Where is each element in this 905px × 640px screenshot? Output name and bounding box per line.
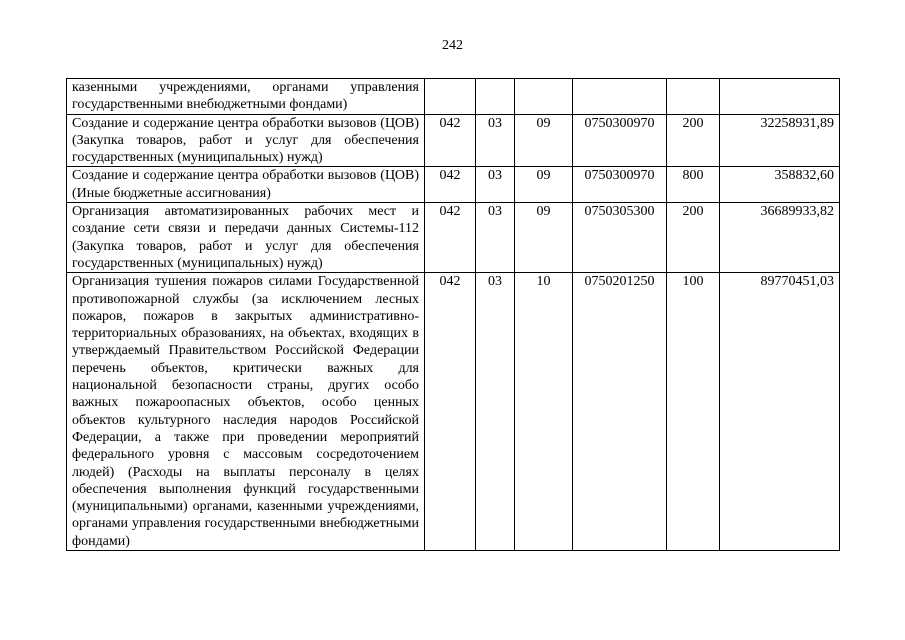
ministry-code-cell: 042 <box>425 114 476 167</box>
target-article-cell <box>573 79 667 115</box>
ministry-code-cell <box>425 79 476 115</box>
ministry-code-cell: 042 <box>425 167 476 203</box>
table-row <box>67 79 840 115</box>
target-article-cell: 0750305300 <box>573 203 667 273</box>
expense-type-cell <box>667 79 720 115</box>
expense-type-cell: 100 <box>667 273 720 551</box>
subsection-code-cell: 09 <box>515 203 573 273</box>
ministry-code-cell: 042 <box>425 203 476 273</box>
expense-type-cell: 200 <box>667 114 720 167</box>
amount-cell: 89770451,03 <box>720 273 840 551</box>
section-code-cell: 03 <box>476 203 515 273</box>
target-article-cell: 0750300970 <box>573 167 667 203</box>
description-cell: Организация тушения пожаров силами Государственной противопожарной службы (за исключением лесных пожаров, пожаров в закрытых административно-территориальных образованиях, на объектах, входящих в утверждаемый Правительством Российской Федерации перечень объектов, критически важных для национальной безопасности страны, других особо важных пожароопасных объектов, особо ценных объектов культурного наследия народов Российской Федерации, а также при проведении мероприятий федерального уровня с массовым сосредоточением людей) (Расходы на выплаты персоналу в целях обеспечения выполнения функций государственными (муниципальными) органами, казенными учреждениями, органами управления государственными внебюджетными фондами) <box>67 273 425 551</box>
expense-type-cell: 200 <box>667 203 720 273</box>
page-number: 242 <box>442 38 463 53</box>
expense-type-cell: 800 <box>667 167 720 203</box>
subsection-code-cell: 09 <box>515 167 573 203</box>
subsection-code-cell <box>515 79 573 115</box>
amount-cell: 32258931,89 <box>720 114 840 167</box>
table-row <box>67 114 840 167</box>
description-cell: Создание и содержание центра обработки вызовов (ЦОВ) (Иные бюджетные ассигнования) <box>67 167 425 203</box>
target-article-cell: 0750201250 <box>573 273 667 551</box>
section-code-cell: 03 <box>476 273 515 551</box>
subsection-code-cell: 09 <box>515 114 573 167</box>
ministry-code-cell: 042 <box>425 273 476 551</box>
description-cell: Организация автоматизированных рабочих мест и создание сети связи и передачи данных Системы-112 (Закупка товаров, работ и услуг для обеспечения государственных (муниципальных) нужд) <box>67 203 425 273</box>
subsection-code-cell: 10 <box>515 273 573 551</box>
amount-cell <box>720 79 840 115</box>
amount-cell: 36689933,82 <box>720 203 840 273</box>
target-article-cell: 0750300970 <box>573 114 667 167</box>
amount-cell: 358832,60 <box>720 167 840 203</box>
table-row <box>67 167 840 203</box>
description-cell: Создание и содержание центра обработки вызовов (ЦОВ) (Закупка товаров, работ и услуг для обеспечения государственных (муниципальных) нужд) <box>67 114 425 167</box>
table-row <box>67 203 840 273</box>
section-code-cell: 03 <box>476 114 515 167</box>
section-code-cell: 03 <box>476 167 515 203</box>
section-code-cell <box>476 79 515 115</box>
budget-table <box>66 78 840 551</box>
description-cell: казенными учреждениями, органами управления государственными внебюджетными фондами) <box>67 79 425 115</box>
table-row <box>67 273 840 551</box>
